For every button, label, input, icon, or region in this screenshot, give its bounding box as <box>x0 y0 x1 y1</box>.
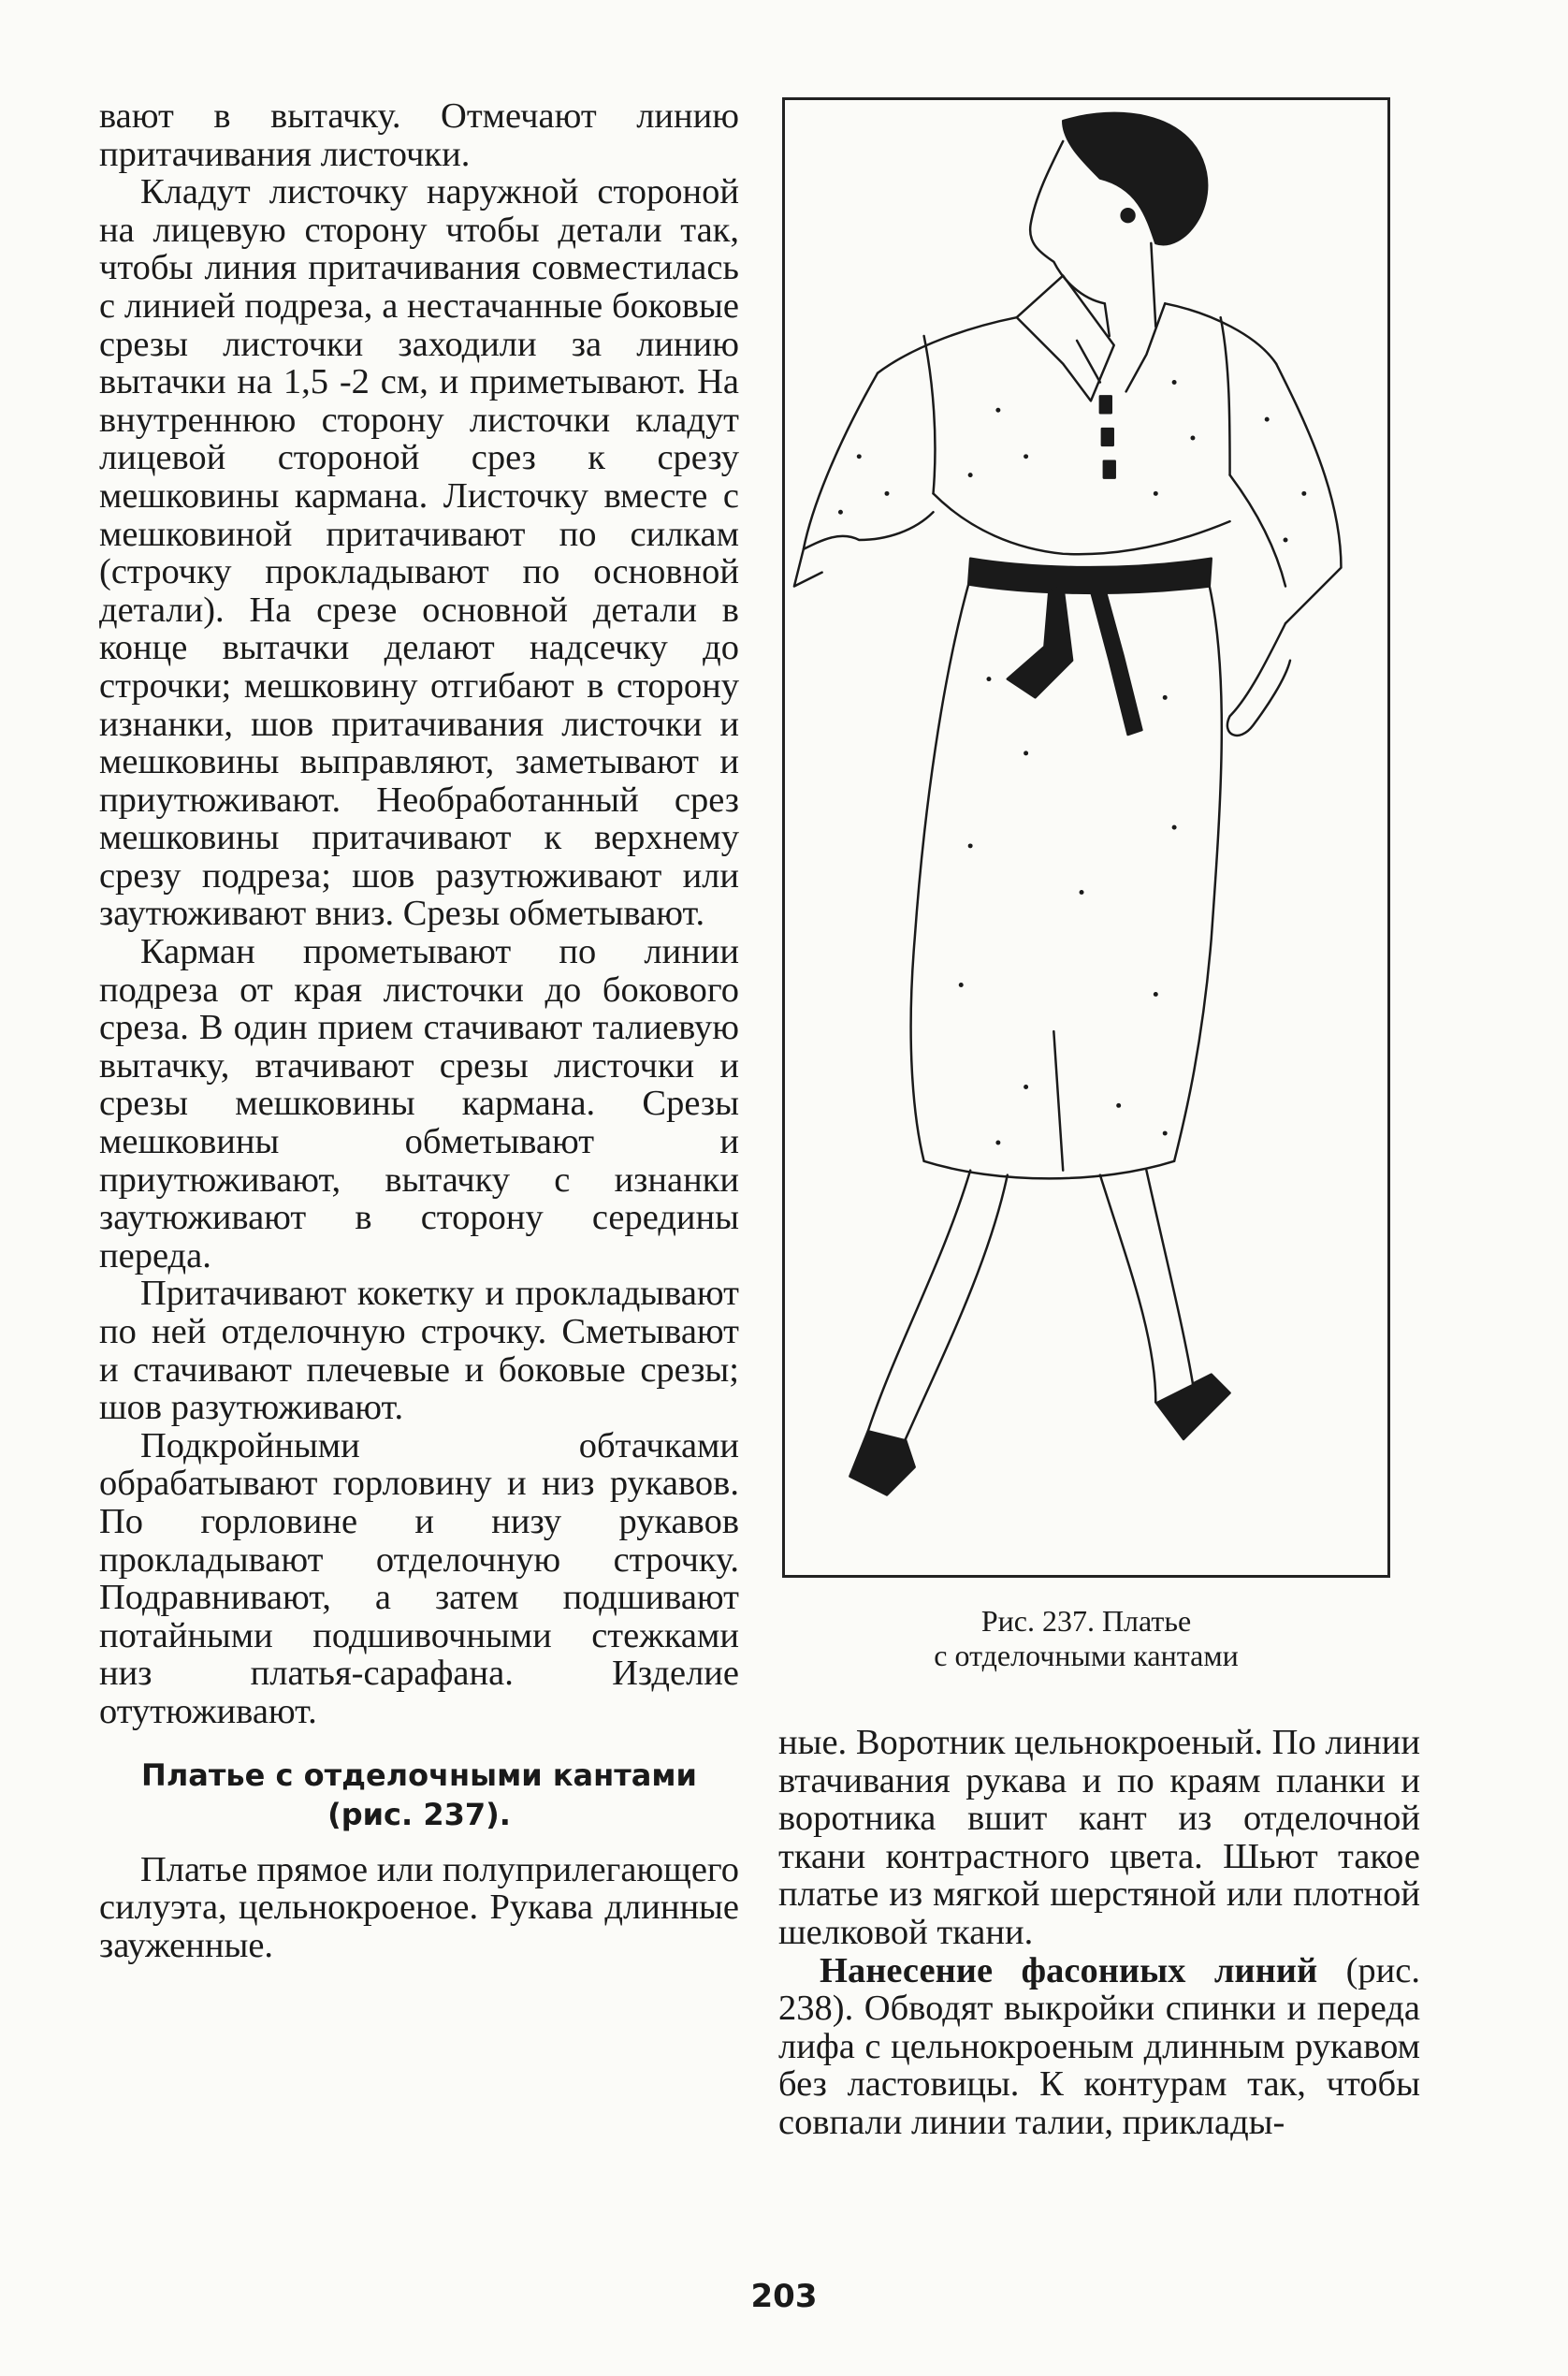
run-in-heading: Нанесение фасониых линий <box>820 1950 1318 1990</box>
section-heading <box>99 1756 739 1834</box>
dress-illustration <box>782 97 1390 1578</box>
paragraph <box>778 1952 1420 2142</box>
paragraph: Карман прометывают по линии подреза от края листочки до бокового среза. В один прием стачивают талиевую вытачку, втачивают срезы листочки и срезы мешковины кармана. Срезы мешковины обметывают и приутюживают, вытачку с изнанки заутюживают в сторону середины переда. <box>99 932 739 1275</box>
paragraph: Кладут листочку наружной стороной на лицевую сторону чтобы детали так, чтобы линия притачивания совместилась с линией подреза, а нестачанные боковые срезы листочки заходили за линию вытачки на 1,5 -2 см, и приметывают. На внутреннюю сторону листочки кладут лицевой стороной срез к срезу мешковины кармана. Листочку вместе с мешковиной притачивают по силкам (строчку прокладывают по основной детали). На срезе основной детали в конце вытачки делают надсечку до строчки; мешковину отгибают в сторону изнанки, шов притачивания листочки и мешковины выправляют, заметывают и приутюживают. Необработанный срез мешковины притачивают к верхнему срезу подреза; шов разутюживают или заутюживают вниз. Срезы обметывают. <box>99 172 739 934</box>
section-heading-figure-ref: (рис. 237). <box>327 1796 511 1832</box>
paragraph: Притачивают кокетку и прокладывают по ней отделочную строчку. Сметывают и стачивают плечевые и боковые срезы; шов разутюживают. <box>99 1274 739 1428</box>
paragraph: Подкройными обтачками обрабатывают горловину и низ рукавов. По горловине и низу рукавов прокладывают отделочную строчку. Подравнивают, а затем подшивают потайными подшивочными стежками низ платья-сарафана. Изделие отутюживают. <box>99 1425 739 1731</box>
caption-line: Рис. 237. Платье <box>980 1604 1192 1638</box>
left-text-column <box>99 97 739 1964</box>
paragraph: Платье прямое или полуприлегающего силуэта, цельнокроеное. Рукава длинные зауженные. <box>99 1849 739 1965</box>
paragraph: вают в вытачку. Отмечают линию притачивания листочки. <box>99 96 739 174</box>
right-text-column <box>778 1724 1420 2142</box>
caption-line: с отделочными кантами <box>934 1639 1239 1672</box>
figure-caption <box>782 1604 1390 1673</box>
page-number: 203 <box>750 2278 818 2315</box>
section-heading-title: Платье с отделочными кантами <box>141 1756 697 1793</box>
paragraph-text: (рис. 238). Обводят выкройки спинки и переда лифа с цельнокроеным длинным рукавом без ластовицы. К контурам так, чтобы совпали линии талии, приклады- <box>778 1950 1420 2142</box>
paragraph: ные. Воротник цельнокроеный. По линии втачивания рукава и по краям планки и воротника вшит кант из отделочной ткани контрастного цвета. Шьют такое платье из мягкой шерстяной или плотной шелковой ткани. <box>778 1723 1420 1952</box>
